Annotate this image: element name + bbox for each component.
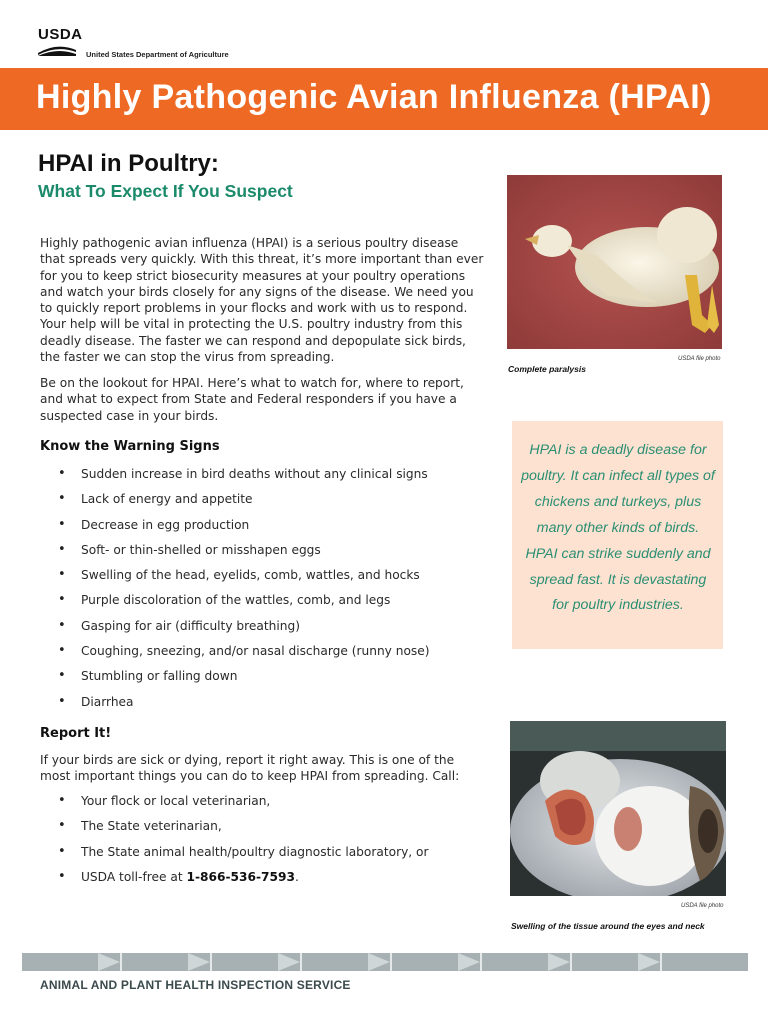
footer-arrow-icon [278,953,300,971]
tollfree-prefix: USDA toll-free at [81,869,187,884]
footer-arrow-icon [188,953,210,971]
tollfree-number[interactable]: 1-866-536-7593 [186,869,295,884]
footer-arrow-icon [638,953,660,971]
footer-arrow-icon [98,953,120,971]
report-heading: Report It! [40,726,112,741]
list-item: • Lack of energy and appetite [58,491,478,516]
tollfree-suffix: . [294,869,299,884]
photo-caption: Swelling of the tissue around the eyes and neck [511,921,705,931]
banner-title: Highly Pathogenic Avian Influenza (HPAI) [36,78,712,116]
page-subtitle: What To Expect If You Suspect [38,181,293,201]
footer-separator [120,953,122,971]
intro-paragraph: Highly pathogenic avian influenza (HPAI) is a serious poultry disease that spreads very quickly. With this threat, it’s more important than ever for you to keep strict biosecurity measures at your poultry operations and watch your birds closely for any signs of the disease. We need you to quickly report problems in your flocks and work with us to respond. Your help will be vital in protecting the U.S. poultry industry from this deadly disease. The faster we can respond and depopulate sick birds, the faster we can stop the virus from spreading. [40,236,484,365]
paralyzed-chicken-photo [507,175,722,349]
usda-logo-text: USDA [38,26,83,43]
usda-logo-swoosh-icon [38,44,76,56]
list-item: • Soft- or thin-shelled or misshapen eggs [58,542,478,567]
footer-separator [570,953,572,971]
list-item: • Decrease in egg production [58,517,478,542]
callout-text: HPAI is a deadly disease for poultry. It can infect all types of chickens and turkeys, plus many other kinds of birds. HPAI can strike suddenly and spread fast. It is devastating for poultry industries. [521,442,715,614]
list-item: • Stumbling or falling down [58,668,478,693]
list-item: • Your flock or local veterinarian, [58,793,478,818]
footer-arrow-icon [548,953,570,971]
footer-separator [300,953,302,971]
list-item: • The State animal health/poultry diagnostic laboratory, or [58,844,478,869]
report-paragraph: If your birds are sick or dying, report it right away. This is one of the most important things you can do to keep HPAI from spreading. Call: [40,753,460,784]
footer-separator [660,953,662,971]
page-title: HPAI in Poultry: [38,150,219,177]
footer-separator [480,953,482,971]
list-item: • Swelling of the head, eyelids, comb, wattles, and hocks [58,567,478,592]
list-item: • Sudden increase in bird deaths without any clinical signs [58,466,478,491]
photo-credit: USDA file photo [678,356,721,362]
list-item: • Diarrhea [58,694,478,719]
department-name: United States Department of Agriculture [86,50,229,59]
warning-signs-list [58,466,478,719]
report-contacts-list [58,793,478,894]
agency-name: ANIMAL AND PLANT HEALTH INSPECTION SERVICE [40,978,351,992]
photo-credit: USDA file photo [681,903,724,909]
footer-separator [210,953,212,971]
footer-arrow-icon [458,953,480,971]
list-item: • Gasping for air (difficulty breathing) [58,618,478,643]
list-item-tollfree [58,869,478,894]
footer-arrow-icon [368,953,390,971]
footer-separator [390,953,392,971]
photo-caption: Complete paralysis [508,364,586,374]
list-item: • Purple discoloration of the wattles, comb, and legs [58,592,478,617]
list-item: • The State veterinarian, [58,818,478,843]
list-item: • Coughing, sneezing, and/or nasal discharge (runny nose) [58,643,478,668]
swollen-chicken-photo [510,721,726,896]
warning-signs-heading: Know the Warning Signs [40,439,220,454]
lookout-paragraph: Be on the lookout for HPAI. Here’s what to watch for, where to report, and what to expect from State and Federal responders if you have a suspected case in your birds. [40,376,464,423]
